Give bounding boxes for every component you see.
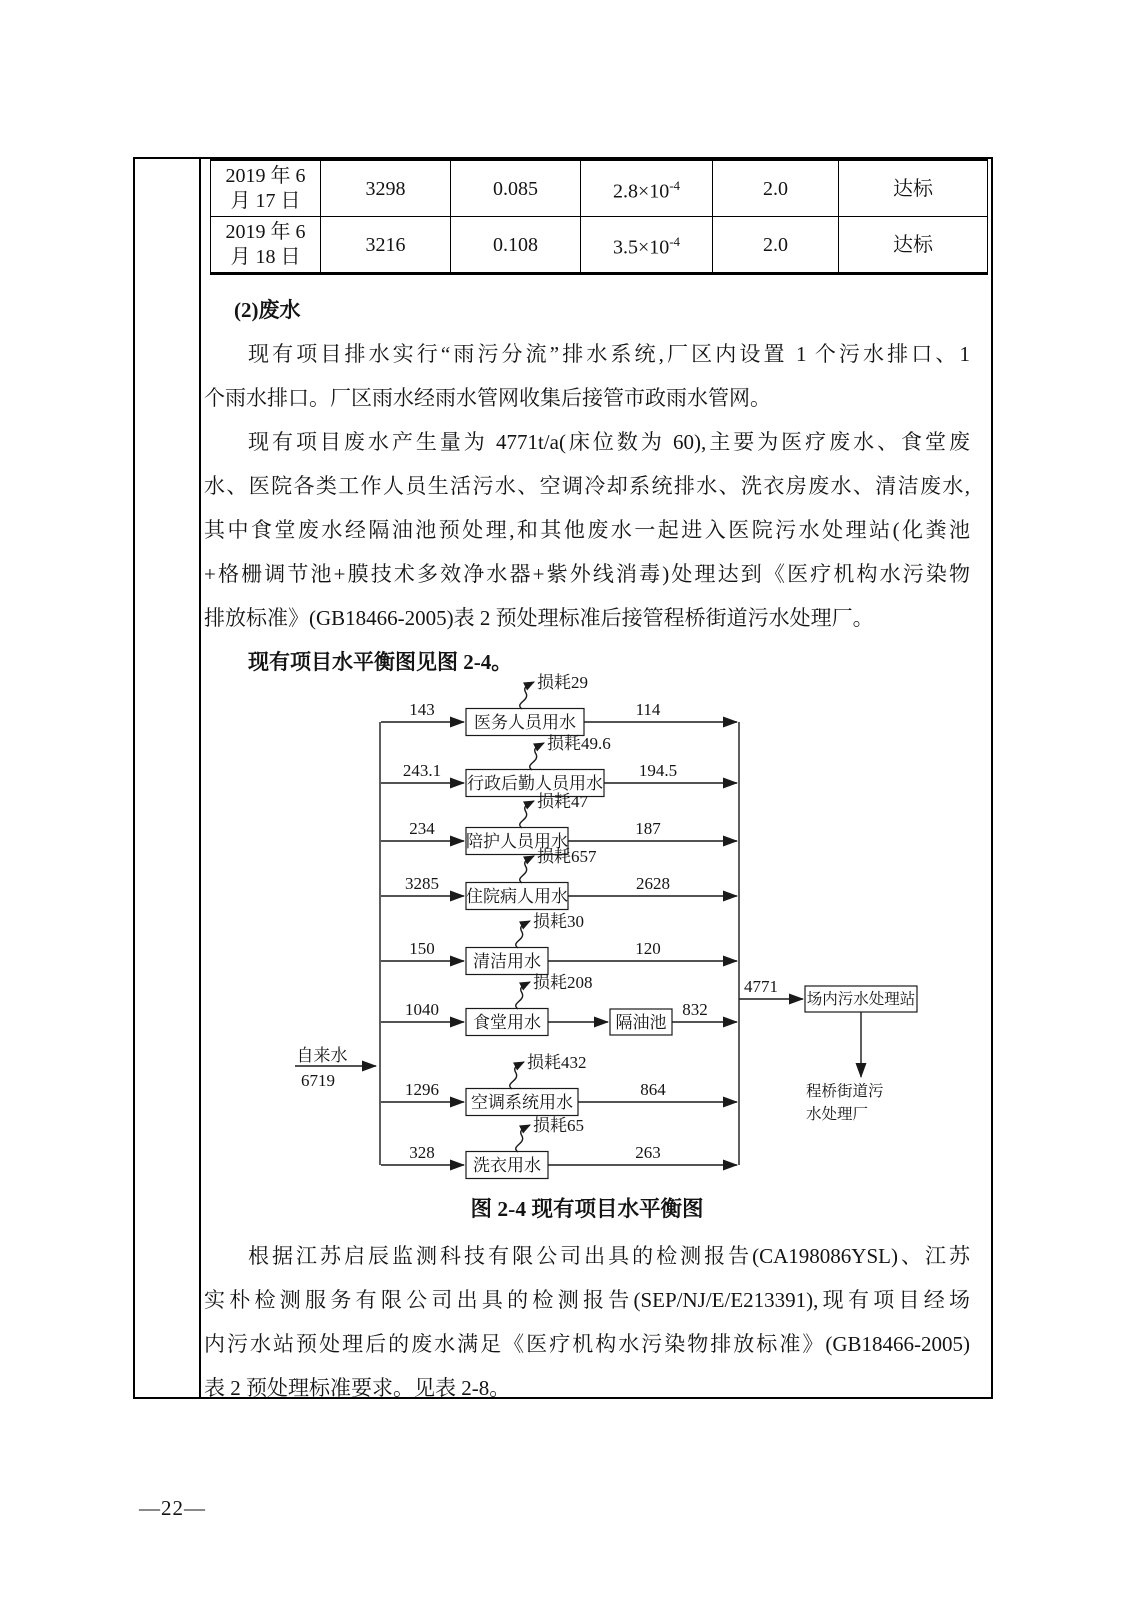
value3-exponent: -4: [669, 233, 681, 249]
grease-trap-label: 隔油池: [615, 1013, 667, 1032]
loss-arrow: [516, 982, 530, 1009]
flow-box-label: 陪护人员用水: [466, 832, 568, 851]
body-line: 实朴检测服务有限公司出具的检测报告(SEP/NJ/E/E213391),现有项目经场: [204, 1288, 970, 1312]
loss-arrow: [520, 856, 534, 883]
source-value: 6719: [301, 1071, 335, 1090]
cell-date: [211, 159, 321, 217]
body-line: 其中食堂废水经隔油池预处理,和其他废水一起进入医院污水处理站(化粪池: [204, 518, 970, 542]
loss-arrow: [530, 743, 544, 770]
output-value: 832: [682, 1000, 708, 1019]
body-text: [204, 288, 970, 684]
flow-row-cleaning: [381, 912, 737, 975]
flow-collector: [739, 977, 917, 1123]
loss-label: 损耗432: [527, 1053, 587, 1072]
input-value: 328: [409, 1143, 435, 1162]
table-row: [211, 159, 988, 217]
body-line: 根据江苏启辰监测科技有限公司出具的检测报告(CA198086YSL)、江苏: [248, 1244, 970, 1268]
monitoring-result-table: [210, 157, 988, 275]
flow-row-caregivers: [381, 792, 737, 855]
flow-box-label: 行政后勤人员用水: [467, 774, 603, 793]
source-label: 自来水: [296, 1046, 348, 1065]
input-value: 150: [409, 939, 435, 958]
loss-label: 损耗208: [533, 973, 593, 992]
body-line: 现有项目排水实行“雨污分流”排水系统,厂区内设置 1 个污水排口、1: [248, 342, 970, 366]
cell-value3: [581, 217, 713, 274]
cell-date: [211, 217, 321, 274]
body-line: 水、医院各类工作人员生活污水、空调冷却系统排水、洗衣房废水、清洁废水,: [204, 474, 970, 498]
destination-label-line2: 水处理厂: [806, 1106, 869, 1123]
date-line2: 月 18 日: [230, 245, 301, 268]
date-line2: 月 17 日: [230, 189, 301, 212]
sewage-station-label: 场内污水处理站: [806, 991, 916, 1008]
output-value: 120: [635, 939, 661, 958]
output-value: 864: [640, 1080, 666, 1099]
loss-label: 损耗29: [537, 673, 588, 692]
loss-arrow: [516, 1125, 530, 1152]
cell-flow: 3298: [321, 159, 451, 217]
value3-base: 2.8×10: [612, 180, 670, 203]
flow-row-medical-staff: [381, 673, 737, 736]
cell-value3: [581, 159, 713, 217]
body-line: 内污水站预处理后的废水满足《医疗机构水污染物排放标准》(GB18466-2005): [204, 1332, 970, 1356]
cell-value4: 2.0: [713, 217, 839, 274]
table-row: [211, 217, 988, 274]
flow-row-admin-staff: [381, 734, 737, 797]
loss-arrow: [520, 682, 534, 709]
flow-box-label: 食堂用水: [473, 1013, 541, 1032]
flow-box-label: 住院病人用水: [466, 887, 568, 906]
flow-row-laundry: [381, 1116, 737, 1179]
output-value: 2628: [636, 874, 670, 893]
input-value: 143: [409, 700, 435, 719]
flow-row-inpatients: [381, 847, 737, 910]
total-value: 4771: [744, 977, 778, 996]
loss-arrow: [516, 921, 530, 948]
body-line: 现有项目废水产生量为 4771t/a(床位数为 60),主要为医疗废水、食堂废: [248, 430, 970, 454]
page-number: —22—: [139, 1496, 206, 1520]
input-value: 234: [409, 819, 435, 838]
date-line1: 2019 年 6: [225, 220, 306, 243]
flow-box-label: 空调系统用水: [471, 1093, 573, 1112]
figure-reference-note: 现有项目水平衡图见图 2-4。: [248, 650, 513, 674]
loss-arrow: [510, 1062, 524, 1089]
output-value: 194.5: [638, 761, 678, 780]
output-value: 187: [635, 819, 661, 838]
flow-box-label: 医务人员用水: [474, 713, 576, 732]
input-value: 3285: [405, 874, 439, 893]
figure-caption: 图 2-4 现有项目水平衡图: [470, 1197, 704, 1221]
destination-label-line1: 程桥街道污: [806, 1083, 884, 1100]
flow-row-canteen: [381, 973, 737, 1036]
body-line: +格栅调节池+膜技术多效净水器+紫外线消毒)处理达到《医疗机构水污染物: [204, 562, 970, 586]
output-value: 114: [635, 700, 661, 719]
date-line1: 2019 年 6: [225, 164, 306, 187]
input-value: 1296: [405, 1080, 439, 1099]
cell-result: 达标: [839, 217, 988, 274]
value3-exponent: -4: [669, 177, 681, 193]
flow-box-label: 洗衣用水: [473, 1156, 541, 1175]
cell-flow: 3216: [321, 217, 451, 274]
loss-arrow: [520, 801, 534, 828]
body-line: 表 2 预处理标准要求。见表 2-8。: [204, 1376, 511, 1400]
flow-box-label: 清洁用水: [473, 952, 541, 971]
input-value: 1040: [405, 1000, 439, 1019]
input-value: 243.1: [402, 761, 442, 780]
frame-column-divider: [199, 157, 201, 1399]
loss-label: 损耗47: [537, 792, 588, 811]
body-line: 个雨水排口。厂区雨水经雨水管网收集后接管市政雨水管网。: [204, 386, 771, 410]
water-balance-diagram: [240, 658, 960, 1193]
cell-value4: 2.0: [713, 159, 839, 217]
output-value: 263: [635, 1143, 661, 1162]
loss-label: 损耗657: [537, 847, 597, 866]
body-line: 排放标准》(GB18466-2005)表 2 预处理标准后接管程桥街道污水处理厂。: [204, 606, 874, 630]
body-text-bottom: [204, 1234, 970, 1410]
flow-source: [295, 1046, 376, 1090]
cell-value2: 0.108: [451, 217, 581, 274]
cell-result: 达标: [839, 159, 988, 217]
value3-base: 3.5×10: [612, 236, 670, 259]
flow-row-hvac: [381, 1053, 737, 1116]
cell-value2: 0.085: [451, 159, 581, 217]
loss-label: 损耗49.6: [547, 734, 611, 753]
section-heading: (2)废水: [234, 298, 301, 322]
loss-label: 损耗30: [533, 912, 584, 931]
loss-label: 损耗65: [533, 1116, 584, 1135]
